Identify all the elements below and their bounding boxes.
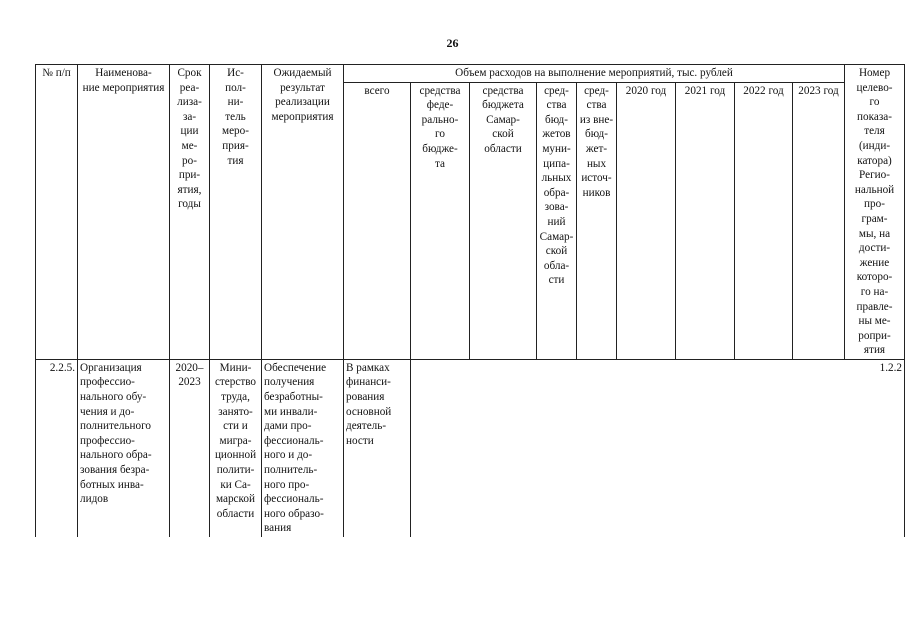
- cell-executor: Мини- стерство труда, занято- сти и мигра- ционной полити- ки Са- марской области: [210, 359, 262, 537]
- cell-total: В рамках финанси- рования основной деятель- ности: [344, 359, 411, 537]
- table-row: [36, 359, 905, 537]
- subheader-2022: 2022 год: [735, 82, 793, 359]
- header-expected-result: Ожидаемый результат реализации мероприятия: [262, 65, 344, 360]
- cell-num: 2.2.5.: [36, 359, 78, 537]
- header-term: Срок реа- лиза- за- ции ме- ро- при- ятия, годы: [170, 65, 210, 360]
- cell-municipal: [537, 359, 577, 537]
- header-row: [36, 65, 905, 83]
- subheader-2021: 2021 год: [676, 82, 735, 359]
- header-executor: Ис- пол- ни- тель меро- прия- тия: [210, 65, 262, 360]
- cell-federal: [411, 359, 470, 537]
- header-indicator-number: Номер целево- го показа- теля (инди- катора) Регио- нальной про- грам- мы, на дости- жение которо- го на- правле- ны ме- ропри- ятия: [845, 65, 905, 360]
- header-name: Наименова- ние мероприятия: [78, 65, 170, 360]
- cell-term: 2020– 2023: [170, 359, 210, 537]
- budget-table: [35, 64, 905, 537]
- subheader-2020: 2020 год: [617, 82, 676, 359]
- cell-2022: [735, 359, 793, 537]
- cell-2021: [676, 359, 735, 537]
- header-expenses-group: Объем расходов на выполнение мероприятий, тыс. рублей: [344, 65, 845, 83]
- subheader-extrabudget: сред- ства из вне- бюд- жет- ных источ- ников: [577, 82, 617, 359]
- cell-name: Организация профессио- нального обу- чения и до- полнительного профессио- нального обра- зования безра- ботных инва- лидов: [78, 359, 170, 537]
- subheader-regional: средства бюджета Самар- ской области: [470, 82, 537, 359]
- page-number: 26: [446, 36, 459, 50]
- subheader-total: всего: [344, 82, 411, 359]
- cell-regional: [470, 359, 537, 537]
- cell-expected-result: Обеспечение получения безработны- ми инвали- дами про- фессиональ- ного и до- полнитель- ного про- фессиональ- ного образо- вания: [262, 359, 344, 537]
- cell-indicator: 1.2.2: [845, 359, 905, 537]
- cell-2023: [793, 359, 845, 537]
- cell-2020: [617, 359, 676, 537]
- subheader-2023: 2023 год: [793, 82, 845, 359]
- subheader-municipal: сред- ства бюд- жетов муни- ципа- льных обра- зова- ний Самар- ской обла- сти: [537, 82, 577, 359]
- subheader-federal: средства феде- рально- го бюдже- та: [411, 82, 470, 359]
- cell-extrabudget: [577, 359, 617, 537]
- header-num: № п/п: [36, 65, 78, 360]
